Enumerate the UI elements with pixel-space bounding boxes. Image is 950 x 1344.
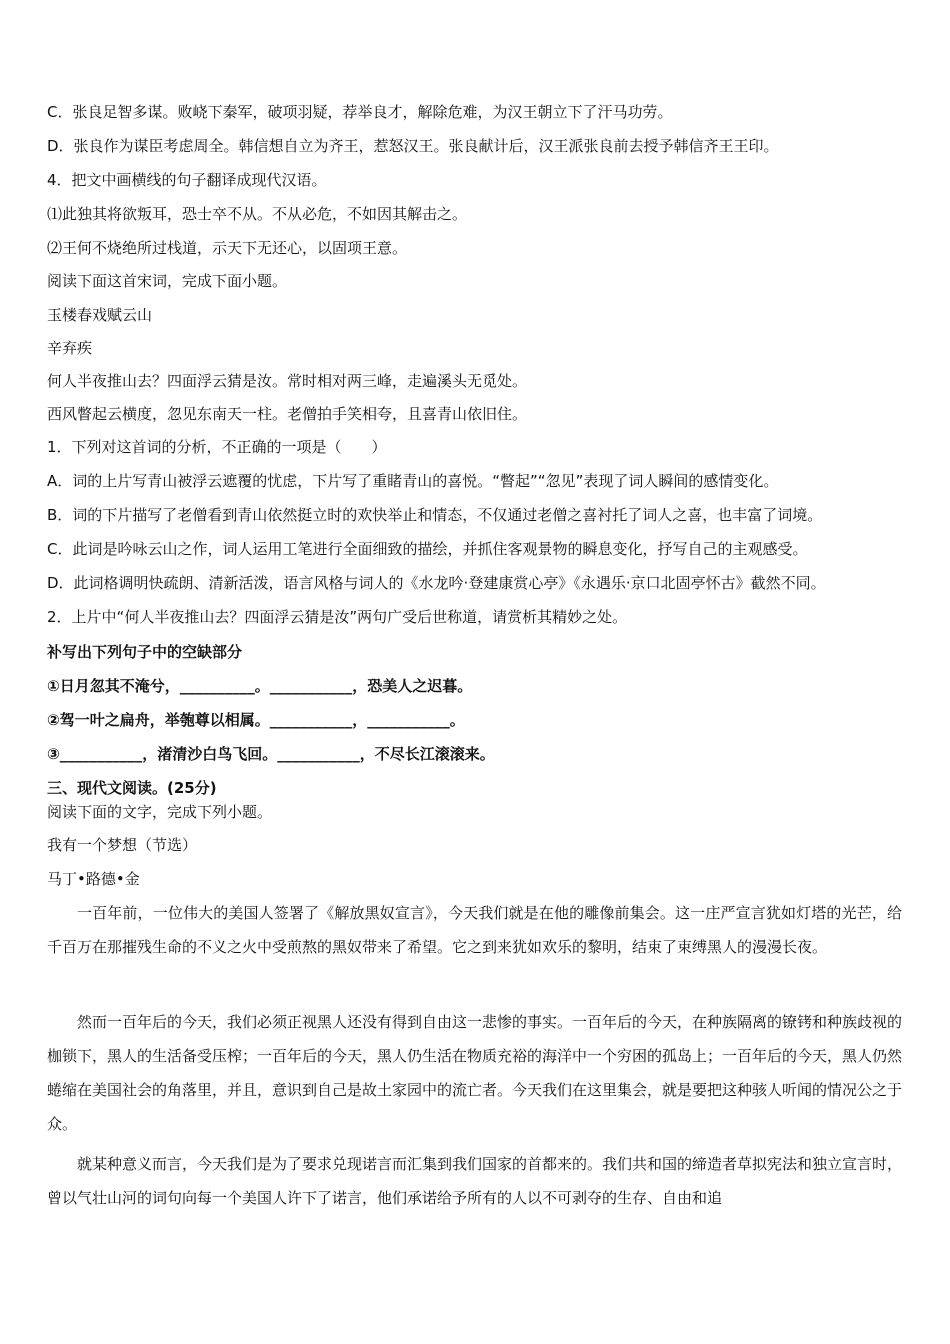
article-author: 马丁•路德•金: [47, 870, 140, 888]
option-d2-line: D．此词格调明快疏朗、清新活泼，语言风格与词人的《水龙吟·登建康赏心亭》《永遇乐·京口北固亭怀古》截然不同。: [47, 574, 826, 592]
article-paragraph-2: 然而一百年后的今天，我们必须正视黑人还没有得到自由这一悲惨的事实。一百年后的今天，在种族隔离的镣铐和种族歧视的枷锁下，黑人的生活备受压榨；一百年后的今天，黑人仍生活在物质充裕的海洋中一个穷困的孤岛上；一百年后的今天，黑人仍然蜷缩在美国社会的角落里，并且，意识到自己是故土家园中的流亡者。今天我们在这里集会，就是要把这种骇人听闻的情况公之于众。: [47, 1013, 903, 1133]
option-a-line: A．词的上片写青山被浮云遮覆的忧虑，下片写了重睹青山的喜悦。“瞥起”“忽见”表现了词人瞬间的感情变化。: [47, 472, 779, 490]
article-title: 我有一个梦想（节选）: [47, 836, 198, 854]
option-c-line: C．张良足智多谋。败峣下秦军，破项羽疑，荐举良才，解除危难，为汉王朝立下了汗马功劳。: [47, 103, 673, 121]
article-paragraph-3: 就某种意义而言，今天我们是为了要求兑现诺言而汇集到我们国家的首都来的。我们共和国的缔造者草拟宪法和独立宣言时，曾以气壮山河的词句向每一个美国人许下了诺言，他们承诺给予所有的人以不可剥夺的生存、自由和追: [47, 1155, 903, 1207]
poem-stanza-2: 西风瞥起云横度，忽见东南天一柱。老僧拍手笑相夸，且喜青山依旧住。: [47, 405, 528, 423]
translation-item-1: ⑴此独其将欲叛耳，恐士卒不从。不从必危，不如因其解击之。: [47, 205, 468, 223]
option-d-line: D．张良作为谋臣考虑周全。韩信想自立为齐王，惹怒汉王。张良献计后，汉王派张良前去授予韩信齐王王印。: [47, 137, 779, 155]
poem-title: 玉楼春戏赋云山: [47, 306, 153, 324]
fill-blank-item-3: ③___________，渚清沙白鸟飞回。___________，不尽长江滚滚来。: [47, 745, 495, 763]
question-1-line: 1．下列对这首词的分析，不正确的一项是（ ）: [47, 438, 387, 456]
question-4-line: 4．把文中画横线的句子翻译成现代汉语。: [47, 171, 327, 189]
translation-item-2: ⑵王何不烧绝所过栈道，示天下无还心，以固项王意。: [47, 239, 408, 257]
section-3-heading: 三、现代文阅读。(25分): [47, 779, 217, 797]
option-b-line: B．词的下片描写了老僧看到青山依然挺立时的欢快举止和情态，不仅通过老僧之喜衬托了词人之喜，也丰富了词境。: [47, 506, 823, 524]
question-2-line: 2．上片中“何人半夜推山去？四面浮云猜是汝”两句广受后世称道，请赏析其精妙之处。: [47, 608, 628, 626]
article-paragraph-1: 一百年前，一位伟大的美国人签署了《解放黑奴宣言》，今天我们就是在他的雕像前集会。这一庄严宣言犹如灯塔的光芒，给千百万在那摧残生命的不义之火中受煎熬的黑奴带来了希望。它之到来犹如欢乐的黎明，结束了束缚黑人的漫漫长夜。: [47, 904, 902, 956]
poem-stanza-1: 何人半夜推山去？四面浮云猜是汝。常时相对两三峰，走遍溪头无觅处。: [47, 372, 528, 390]
fill-blank-heading: 补写出下列句子中的空缺部分: [47, 643, 243, 661]
poem-author: 辛弃疾: [47, 339, 93, 357]
fill-blank-item-2: ②驾一叶之扁舟，举匏尊以相属。___________，___________。: [47, 711, 465, 729]
poem-instruction: 阅读下面这首宋词，完成下面小题。: [47, 272, 288, 290]
fill-blank-item-1: ①日月忽其不淹兮，__________。___________，恐美人之迟暮。: [47, 677, 473, 695]
reading-instruction: 阅读下面的文字，完成下列小题。: [47, 803, 273, 821]
option-c2-line: C．此词是吟咏云山之作，词人运用工笔进行全面细致的描绘，并抓住客观景物的瞬息变化，抒写自己的主观感受。: [47, 540, 808, 558]
